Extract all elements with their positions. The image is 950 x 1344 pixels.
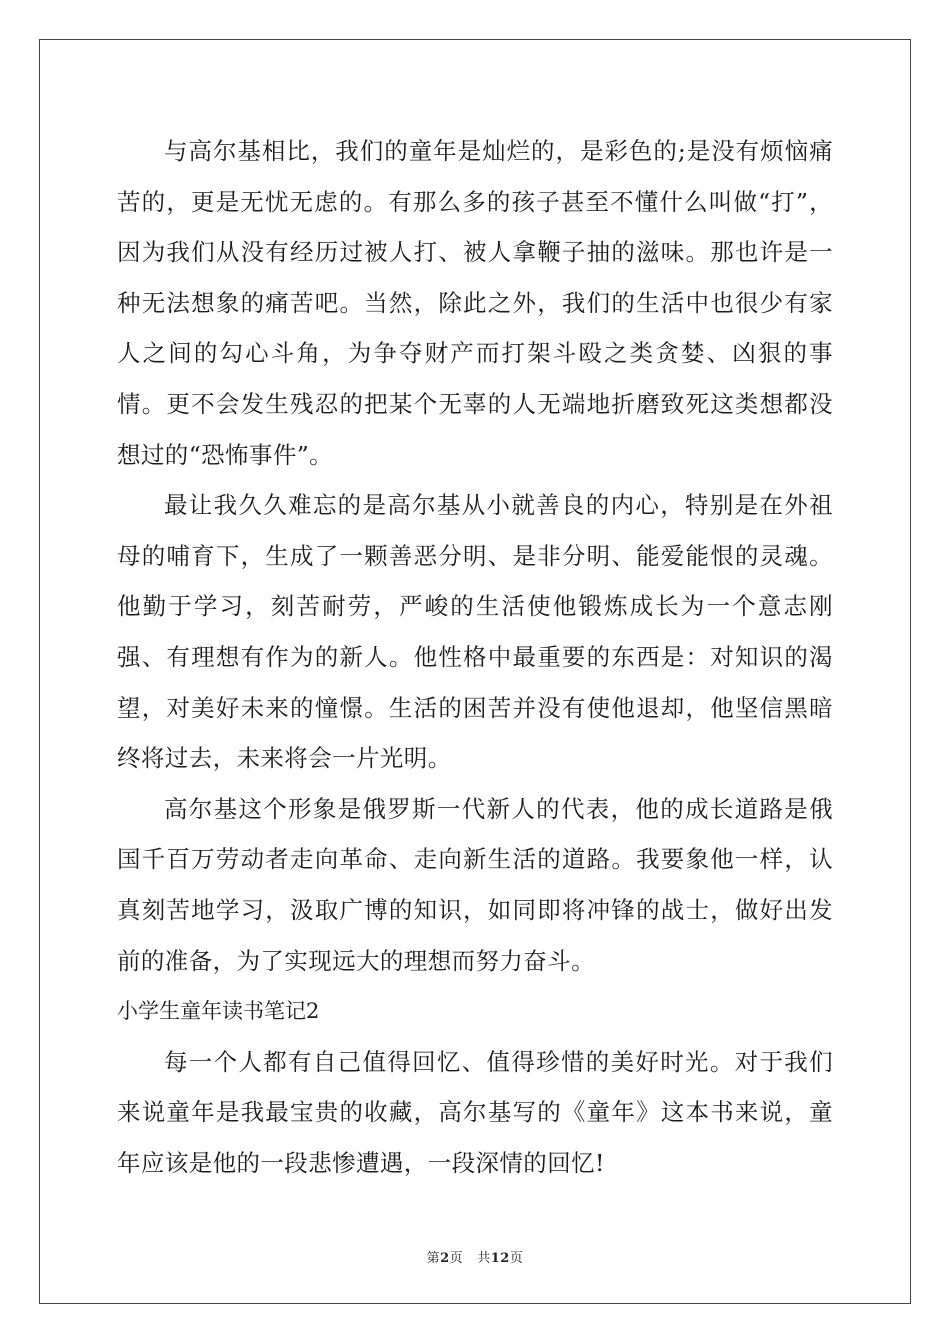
page-suffix: 页 [449, 1251, 464, 1266]
paragraph-1: 与高尔基相比，我们的童年是灿烂的，是彩色的;是没有烦恼痛苦的，更是无忧无虑的。有那么多的孩子甚至不懂什么叫做“打”，因为我们从没有经历过被人打、被人拿鞭子抽的滋味。那也许是一种无法想象的痛苦吧。当然，除此之外，我们的生活中也很少有家人之间的勾心斗角，为争夺财产而打架斗殴之类贪婪、凶狠的事情。更不会发生残忍的把某个无辜的人无端地折磨致死这类想都没想过的“恐怖事件”。 [117, 137, 833, 469]
current-page-number: 2 [440, 1251, 450, 1266]
page-prefix: 第 [426, 1251, 441, 1266]
page-footer [0, 1247, 950, 1266]
paragraph-3: 高尔基这个形象是俄罗斯一代新人的代表，他的成长道路是俄国千百万劳动者走向革命、走向新生活的道路。我要象他一样，认真刻苦地学习，汲取广博的知识，如同即将冲锋的战士，做好出发前的准备，为了实现远大的理想而努力奋斗。 [117, 794, 833, 975]
total-prefix: 共 [477, 1251, 491, 1266]
section-paragraph-1: 每一个人都有自己值得回忆、值得珍惜的美好时光。对于我们来说童年是我最宝贵的收藏，高尔基写的《童年》这本书来说，童年应该是他的一段悲惨遭遇，一段深情的回忆! [117, 1047, 833, 1177]
total-pages-number: 12 [490, 1251, 510, 1266]
paragraph-2: 最让我久久难忘的是高尔基从小就善良的内心，特别是在外祖母的哺育下，生成了一颗善恶分明、是非分明、能爱能恨的灵魂。他勤于学习，刻苦耐劳，严峻的生活使他锻炼成长为一个意志刚强、有理想有作为的新人。他性格中最重要的东西是：对知识的渴望，对美好未来的憧憬。生活的困苦并没有使他退却，他坚信黑暗终将过去，未来将会一片光明。 [117, 491, 833, 773]
section-heading: 小学生童年读书笔记2 [117, 999, 320, 1024]
total-suffix: 页 [509, 1251, 524, 1266]
document-body [117, 126, 833, 1188]
